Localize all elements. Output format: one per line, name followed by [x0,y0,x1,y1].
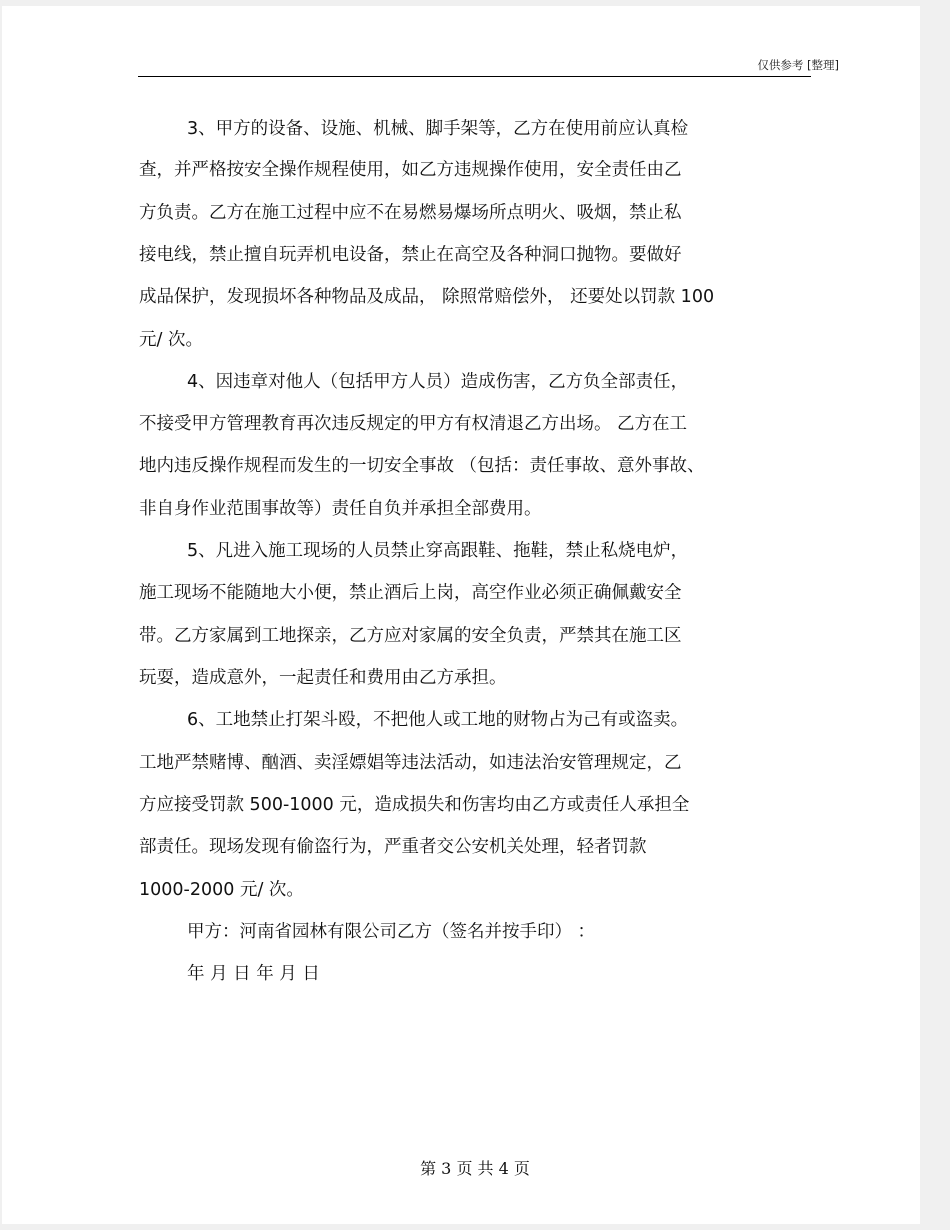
paragraph-3-line-1: 3、甲方的设备、设施、机械、脚手架等，乙方在使用前应认真检 [187,119,689,139]
paragraph-6-line-4: 部责任。现场发现有偷盗行为，严重者交公安机关处理，轻者罚款 [139,837,647,857]
paragraph-4-line-1: 4、因违章对他人（包括甲方人员）造成伤害，乙方负全部责任， [187,372,689,392]
paragraph-3-line-3: 方负责。乙方在施工过程中应不在易燃易爆场所点明火、吸烟，禁止私 [139,203,682,223]
paragraph-4-line-2: 不接受甲方管理教育再次违反规定的甲方有权清退乙方出场。 乙方在工 [139,414,688,434]
paragraph-6-line-2: 工地严禁赌博、酗酒、卖淫嫖娼等违法活动，如违法治安管理规定，乙 [139,753,682,773]
header-divider [138,76,811,77]
paragraph-4-line-3: 地内违反操作规程而发生的一切安全事故 （包括：责任事故、意外事故、 [139,456,705,476]
header-note: 仅供参考 [整理] [757,58,839,72]
paragraph-6-line-1: 6、工地禁止打架斗殴，不把他人或工地的财物占为己有或盗卖。 [187,710,689,730]
paragraph-3-line-6: 元/ 次。 [139,330,203,350]
paragraph-6-line-5: 1000-2000 元/ 次。 [139,880,304,900]
paragraph-3-line-5: 成品保护，发现损坏各种物品及成品， 除照常赔偿外， 还要处以罚款 100 [139,287,715,307]
page-number-footer: 第 3 页 共 4 页 [420,1159,530,1178]
signature-parties-line: 甲方：河南省园林有限公司乙方（签名并按手印） ： [187,922,596,942]
paragraph-6-line-3: 方应接受罚款 500-1000 元，造成损失和伤害均由乙方或责任人承担全 [139,795,690,815]
paragraph-3-line-4: 接电线，禁止擅自玩弄机电设备，禁止在高空及各种洞口抛物。要做好 [139,245,682,265]
paragraph-5-line-1: 5、凡进入施工现场的人员禁止穿高跟鞋、拖鞋，禁止私烧电炉， [187,541,689,561]
signature-date-line: 年 月 日 年 月 日 [187,964,320,984]
paragraph-5-line-4: 玩耍，造成意外，一起责任和费用由乙方承担。 [139,668,507,688]
paragraph-4-line-4: 非自身作业范围事故等）责任自负并承担全部费用。 [139,499,542,519]
document-page [2,6,920,1224]
paragraph-5-line-3: 带。乙方家属到工地探亲，乙方应对家属的安全负责，严禁其在施工区 [139,626,682,646]
paragraph-3-line-2: 查，并严格按安全操作规程使用，如乙方违规操作使用，安全责任由乙 [139,160,682,180]
paragraph-5-line-2: 施工现场不能随地大小便，禁止酒后上岗，高空作业必须正确佩戴安全 [139,583,682,603]
